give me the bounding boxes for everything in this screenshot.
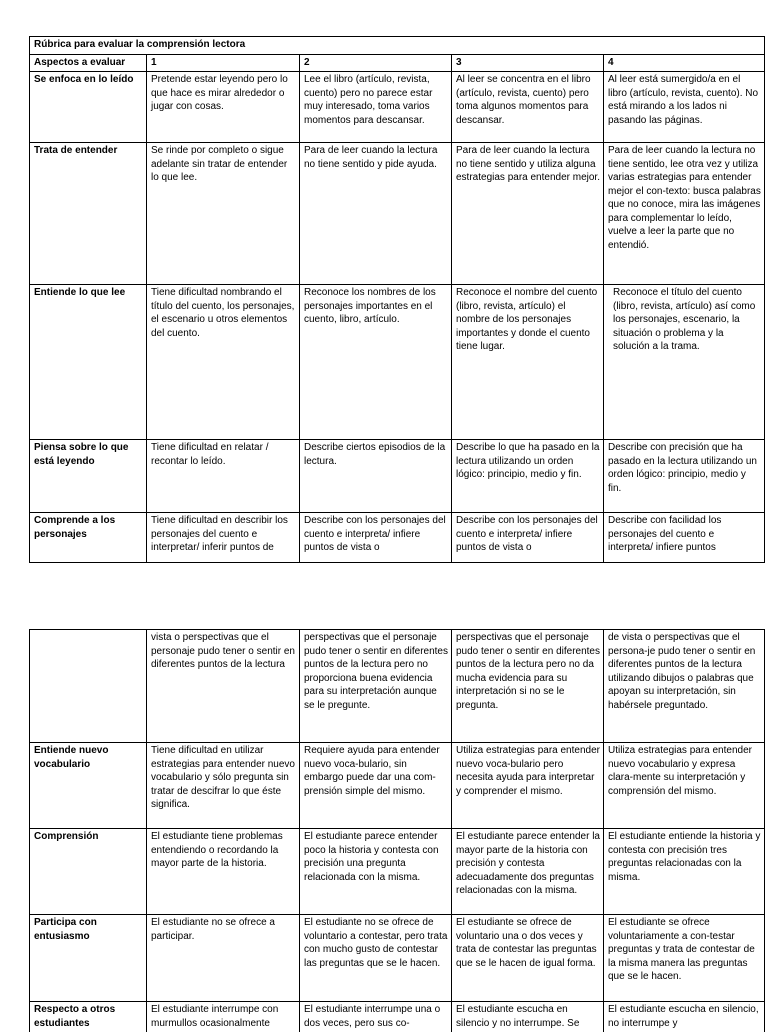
header-level-2: 2 xyxy=(300,54,452,72)
table-row xyxy=(30,513,765,563)
rubric-cell: Para de leer cuando la lectura no tiene sentido y pide ayuda. xyxy=(300,143,452,285)
rubric-cell: vista o perspectivas que el personaje pudo tener o sentir en diferentes puntos de la lectura xyxy=(147,630,300,743)
rubric-cell: Describe con los personajes del cuento e interpreta/ infiere puntos de vista o xyxy=(300,513,452,563)
rubric-cell: El estudiante escucha en silencio y no interrumpe. Se xyxy=(452,1002,604,1032)
rubric-cell: Describe con precisión que ha pasado en la lectura utilizando un orden lógico: principio, medio y fin. xyxy=(604,440,765,513)
rubric-cell: El estudiante escucha en silencio, no interrumpe y xyxy=(604,1002,765,1032)
rubric-cell: Al leer se concentra en el libro (artículo, revista, cuento) pero toma algunos momentos para descansar. xyxy=(452,72,604,143)
table-row xyxy=(30,1002,765,1032)
rubric-cell: El estudiante entiende la historia y contesta con precisión tres preguntas relacionadas con la misma. xyxy=(604,829,765,915)
rubric-cell: El estudiante no se ofrece de voluntario a contestar, pero trata con mucho gusto de contestar las preguntas que se le hacen. xyxy=(300,915,452,1002)
table-row xyxy=(30,743,765,829)
rubric-cell: Para de leer cuando la lectura no tiene sentido y utiliza alguna estrategias para entender mejor. xyxy=(452,143,604,285)
aspect-label: Entiende lo que lee xyxy=(30,285,147,440)
aspect-label: Comprensión xyxy=(30,829,147,915)
table-title: Rúbrica para evaluar la comprensión lectora xyxy=(30,37,765,55)
rubric-cell: Tiene dificultad en describir los personajes del cuento e interpretar/ inferir puntos de xyxy=(147,513,300,563)
header-row xyxy=(30,54,765,72)
rubric-table-page2 xyxy=(29,629,765,1032)
aspect-label: Se enfoca en lo leído xyxy=(30,72,147,143)
header-aspect: Aspectos a evaluar xyxy=(30,54,147,72)
rubric-cell: Al leer está sumergido/a en el libro (artículo, revista, cuento). No está mirando a los lados ni pasando las páginas. xyxy=(604,72,765,143)
rubric-cell: Lee el libro (artículo, revista, cuento) pero no parece estar muy interesado, toma varios momentos para descansar. xyxy=(300,72,452,143)
rubric-cell: Utiliza estrategias para entender nuevo vocabulario y expresa clara-mente su interpretación y comprensión del mismo. xyxy=(604,743,765,829)
rubric-cell: Tiene dificultad en utilizar estrategias para entender nuevo vocabulario y sólo pregunta sin tratar de descifrar lo que éste significa. xyxy=(147,743,300,829)
rubric-cell: Describe con los personajes del cuento e interpreta/ infiere puntos de vista o xyxy=(452,513,604,563)
rubric-cell: Reconoce el nombre del cuento (libro, revista, artículo) el nombre de los personajes importantes y donde el cuento tiene lugar. xyxy=(452,285,604,440)
aspect-label: Respecto a otros estudiantes xyxy=(30,1002,147,1032)
table-row xyxy=(30,829,765,915)
table-row xyxy=(30,915,765,1002)
rubric-cell: El estudiante parece entender poco la historia y contesta con precisión una pregunta relacionada con la misma. xyxy=(300,829,452,915)
aspect-label: Participa con entusiasmo xyxy=(30,915,147,1002)
table-row xyxy=(30,72,765,143)
rubric-cell: Para de leer cuando la lectura no tiene sentido, lee otra vez y utiliza varias estrategias para entender mejor el con-texto: busca palabras que no conoce, mira las imágenes para complementar lo leído, vuelve a leer la parte que no entendió. xyxy=(604,143,765,285)
rubric-cell: Describe con facilidad los personajes del cuento e interpreta/ infiere puntos xyxy=(604,513,765,563)
header-level-1: 1 xyxy=(147,54,300,72)
rubric-cell: Pretende estar leyendo pero lo que hace es mirar alrededor o jugar con cosas. xyxy=(147,72,300,143)
rubric-cell: El estudiante parece entender la mayor parte de la historia con precisión y contesta adecuadamente dos preguntas relacionadas con la misma. xyxy=(452,829,604,915)
table-row xyxy=(30,285,765,440)
aspect-label: Entiende nuevo vocabulario xyxy=(30,743,147,829)
rubric-cell: Tiene dificultad en relatar / recontar lo leído. xyxy=(147,440,300,513)
rubric-cell: Requiere ayuda para entender nuevo voca-bulario, sin embargo puede dar una com-prensión simple del mismo. xyxy=(300,743,452,829)
rubric-cell: El estudiante interrumpe una o dos veces, pero sus co- xyxy=(300,1002,452,1032)
rubric-cell: Se rinde por completo o sigue adelante sin tratar de entender lo que lee. xyxy=(147,143,300,285)
aspect-label: Comprende a los personajes xyxy=(30,513,147,563)
rubric-cell: Describe lo que ha pasado en la lectura utilizando un orden lógico: principio, medio y fin. xyxy=(452,440,604,513)
rubric-cell: El estudiante interrumpe con murmullos ocasionalmente xyxy=(147,1002,300,1032)
rubric-cell: Tiene dificultad nombrando el título del cuento, los personajes, el escenario u otros elementos del cuento. xyxy=(147,285,300,440)
header-level-4: 4 xyxy=(604,54,765,72)
rubric-cell: El estudiante tiene problemas entendiendo o recordando la mayor parte de la historia. xyxy=(147,829,300,915)
title-row xyxy=(30,37,765,55)
header-level-3: 3 xyxy=(452,54,604,72)
rubric-cell: Describe ciertos episodios de la lectura. xyxy=(300,440,452,513)
aspect-label: Piensa sobre lo que está leyendo xyxy=(30,440,147,513)
rubric-cell: de vista o perspectivas que el persona-je pudo tener o sentir en diferentes puntos de la lectura utilizando dibujos o palabras que apoyan su interpretación, sin habérsele preguntado. xyxy=(604,630,765,743)
aspect-label: Trata de entender xyxy=(30,143,147,285)
table-row xyxy=(30,143,765,285)
rubric-cell: El estudiante se ofrece voluntariamente a con-testar preguntas y trata de contestar de la misma manera las preguntas que se le hacen. xyxy=(604,915,765,1002)
rubric-cell: El estudiante se ofrece de voluntario una o dos veces y trata de contestar las preguntas que se le hacen de igual forma. xyxy=(452,915,604,1002)
rubric-table-page1 xyxy=(29,36,765,563)
aspect-label xyxy=(30,630,147,743)
rubric-cell: Reconoce los nombres de los personajes importantes en el cuento, libro, artículo. xyxy=(300,285,452,440)
table-row xyxy=(30,630,765,743)
table-row xyxy=(30,440,765,513)
rubric-cell: perspectivas que el personaje pudo tener o sentir en diferentes puntos de la lectura pero no da mucha evidencia para su interpretación si no se le pregunta. xyxy=(452,630,604,743)
rubric-cell: perspectivas que el personaje pudo tener o sentir en diferentes puntos de la lectura pero no proporciona buena evidencia para su interpretación aunque se le pregunte. xyxy=(300,630,452,743)
rubric-cell: Reconoce el título del cuento (libro, revista, artículo) así como los personajes, escenario, la situación o problema y la solución a la trama. xyxy=(604,285,765,440)
rubric-cell: El estudiante no se ofrece a participar. xyxy=(147,915,300,1002)
rubric-cell: Utiliza estrategias para entender nuevo voca-bulario pero necesita ayuda para interpretar y comprender el mismo. xyxy=(452,743,604,829)
